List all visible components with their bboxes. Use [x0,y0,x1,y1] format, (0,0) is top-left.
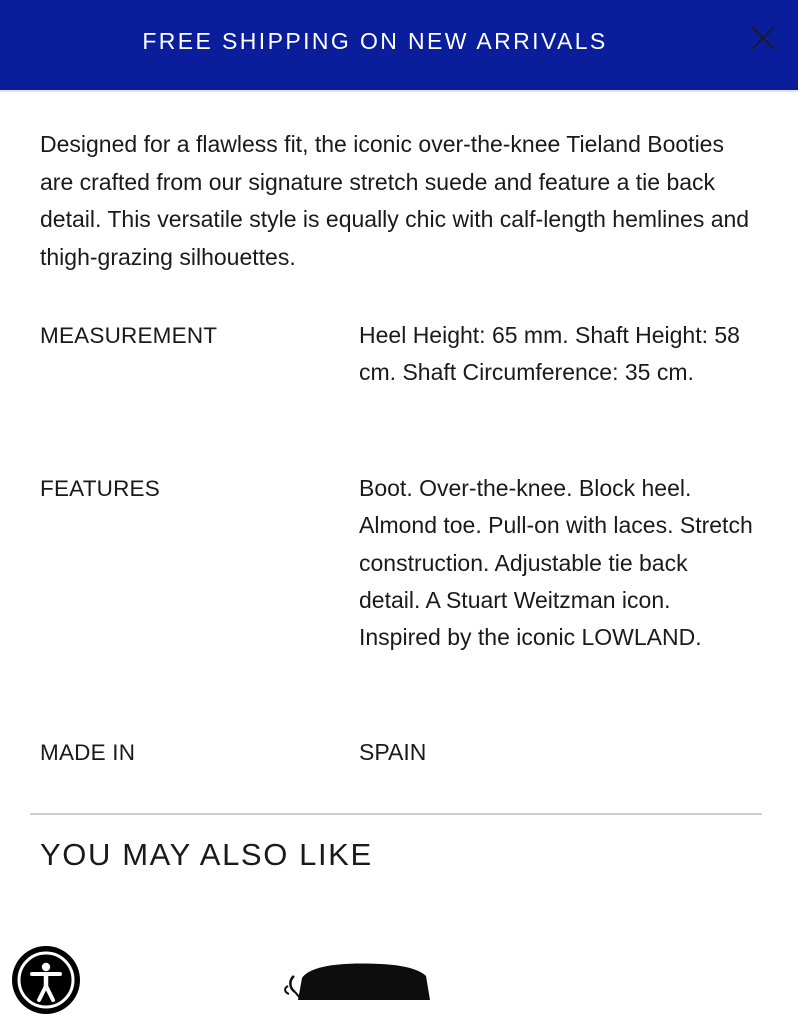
spec-label: MADE IN [40,740,136,765]
product-thumbnail[interactable] [280,958,430,1000]
accessibility-button[interactable] [12,946,80,1014]
promo-banner [0,0,798,92]
section-divider [30,813,762,815]
spec-value: SPAIN [359,739,427,765]
product-description: Designed for a flawless fit, the iconic over-the-knee Tieland Booties are crafted from our signature stretch suede and feature a tie back detail. This versatile style is equally chic with calf-length hemlines and thigh-grazing silhouettes. [40,131,750,270]
close-icon[interactable] [747,22,779,54]
spec-label: MEASUREMENT [40,323,218,348]
spec-label: FEATURES [40,476,160,501]
boot-image [280,958,430,1000]
promo-banner-text: FREE SHIPPING ON NEW ARRIVALS [142,28,608,54]
spec-value: Heel Height: 65 mm. Shaft Height: 58 cm. Shaft Circumference: 35 cm. [359,322,740,386]
accessibility-icon [12,946,80,1014]
recommendations-title: YOU MAY ALSO LIKE [40,837,373,872]
spec-value: Boot. Over-the-knee. Block heel. Almond toe. Pull-on with laces. Stretch construction. Adjustable tie back detail. A Stuart Weitzman icon. Inspired by the iconic LOWLAND. [359,475,753,651]
